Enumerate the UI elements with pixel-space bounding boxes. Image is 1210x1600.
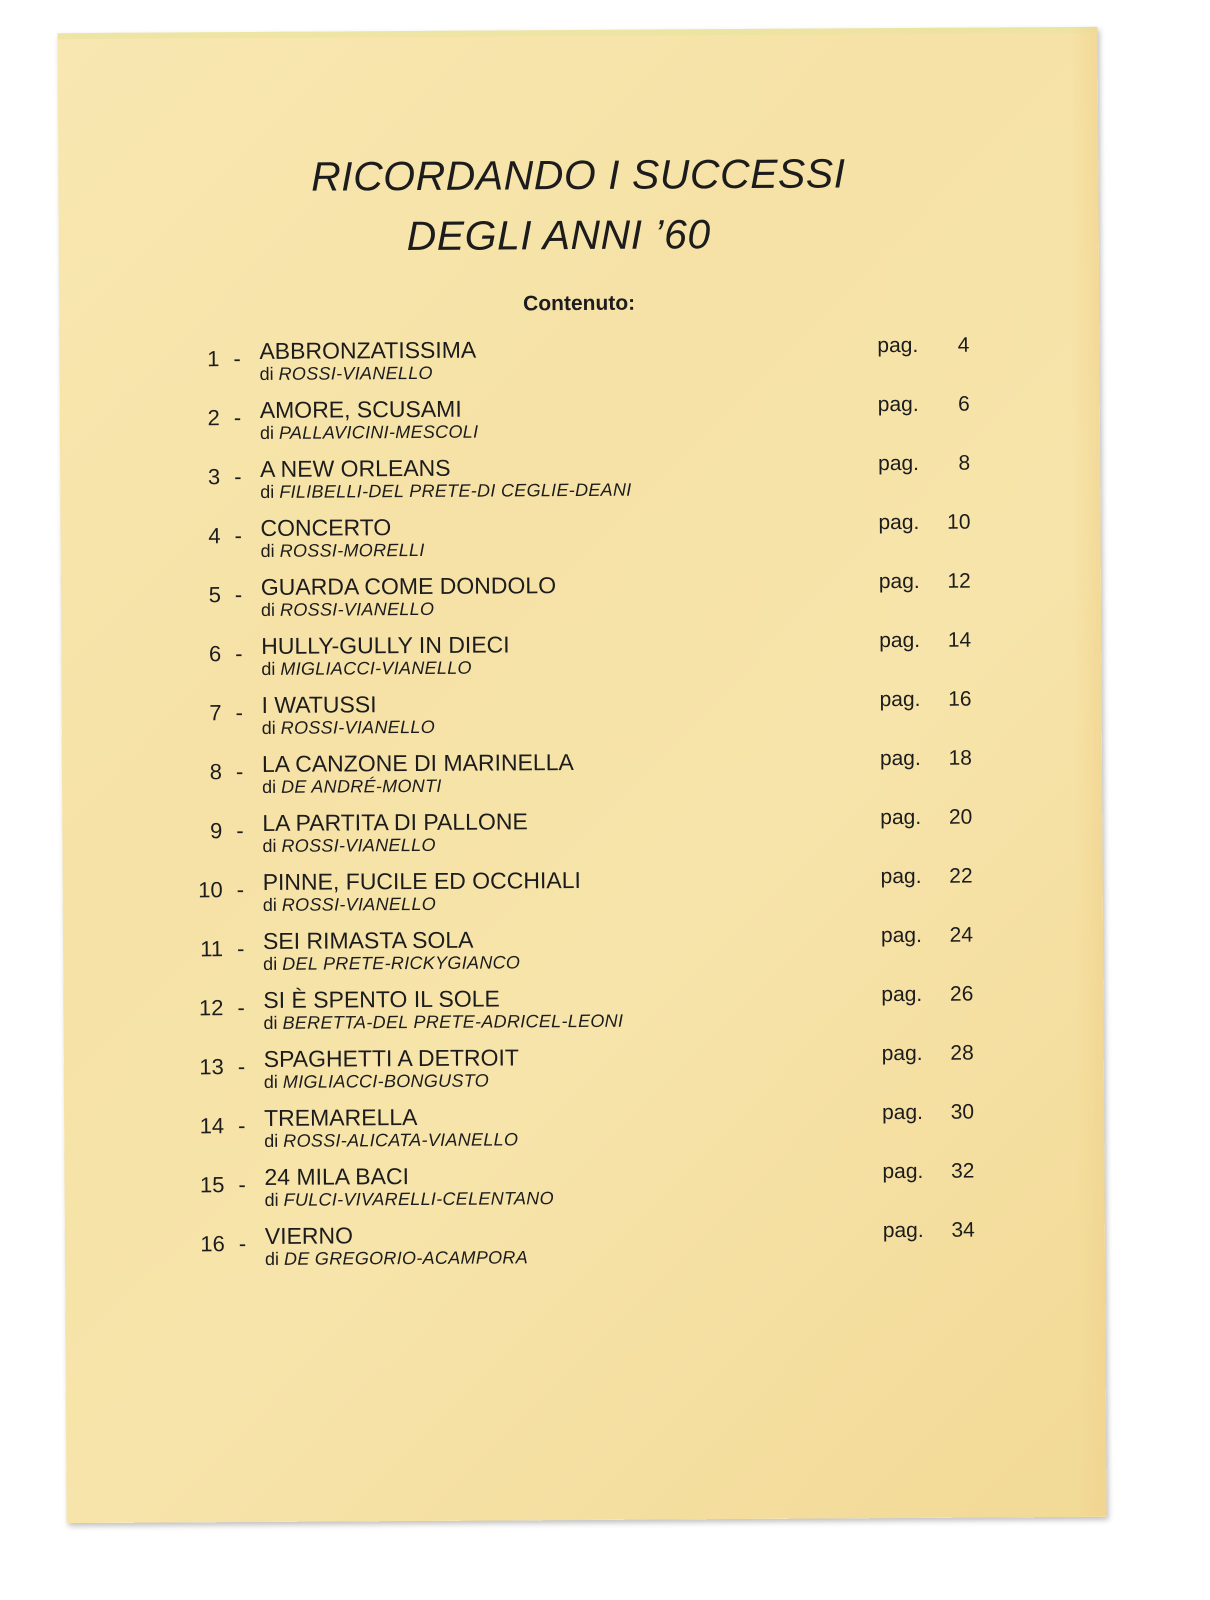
toc-entry [171, 688, 971, 752]
entry-song-title: HULLY-GULLY IN DIECI [261, 631, 510, 659]
entry-song-title: 24 MILA BACI [264, 1163, 409, 1190]
entry-by-prefix: di [261, 658, 276, 679]
entry-author-names: MIGLIACCI-BONGUSTO [282, 1070, 490, 1092]
entry-song-title: CONCERTO [260, 514, 392, 541]
entry-by-prefix: di [260, 540, 275, 561]
entry-by-prefix: di [263, 1012, 278, 1033]
entry-author-names: ROSSI-VIANELLO [281, 834, 436, 856]
entry-page-ref [881, 1041, 974, 1066]
entry-page-number: 32 [950, 1159, 975, 1183]
entry-dash: - [237, 995, 245, 1021]
entry-page-prefix: pag. [878, 569, 920, 594]
entry-number: 7 [209, 700, 222, 726]
entry-authors [260, 480, 631, 503]
toc-entry [173, 865, 973, 929]
entry-number: 12 [198, 995, 224, 1021]
toc-entry [172, 747, 972, 811]
entry-song-title: SEI RIMASTA SOLA [262, 926, 474, 954]
entry-authors [261, 599, 434, 621]
entry-page-number: 20 [948, 805, 973, 829]
entry-dash: - [234, 523, 242, 549]
entry-song-title: SI È SPENTO IL SOLE [263, 985, 500, 1013]
booklet-page [57, 27, 1106, 1523]
entry-author-names: DE ANDRÉ-MONTI [281, 775, 442, 797]
entry-by-prefix: di [264, 1189, 279, 1210]
entry-page-number: 14 [947, 628, 972, 652]
entry-number: 6 [208, 641, 222, 667]
entry-page-number: 30 [950, 1100, 975, 1124]
entry-dash: - [238, 1113, 246, 1139]
entry-by-prefix: di [262, 835, 277, 856]
entry-authors [262, 835, 435, 857]
toc-entry [169, 334, 969, 398]
entry-page-number: 4 [957, 333, 970, 357]
entry-song-title: SPAGHETTI A DETROIT [263, 1044, 519, 1072]
entry-author-names: ROSSI-ALICATA-VIANELLO [283, 1129, 519, 1151]
entry-page-prefix: pag. [881, 982, 923, 1007]
toc-entry [174, 1160, 974, 1224]
entry-dash: - [236, 818, 244, 844]
entry-page-prefix: pag. [879, 628, 921, 653]
entry-page-number: 6 [957, 392, 970, 416]
entry-authors [263, 894, 436, 916]
entry-author-names: DE GREGORIO-ACAMPORA [283, 1247, 529, 1269]
entry-by-prefix: di [264, 1130, 279, 1151]
entry-author-names: ROSSI-VIANELLO [278, 362, 433, 384]
entry-number: 1 [207, 346, 220, 372]
entry-page-ref [882, 1218, 975, 1243]
entry-page-ref [880, 864, 973, 889]
entry-page-prefix: pag. [880, 864, 922, 889]
entry-author-names: BERETTA-DEL PRETE-ADRICEL-LEONI [282, 1010, 624, 1033]
entry-authors [262, 776, 442, 798]
entry-number: 15 [199, 1172, 225, 1198]
entry-authors [260, 422, 479, 444]
entry-page-ref [881, 982, 974, 1007]
entry-page-number: 26 [949, 982, 974, 1006]
contents-heading: Contenuto: [523, 291, 636, 316]
entry-page-prefix: pag. [882, 1218, 924, 1243]
entry-by-prefix: di [262, 894, 277, 915]
entry-author-names: ROSSI-VIANELLO [279, 598, 435, 620]
entry-number: 2 [207, 405, 220, 431]
entry-by-prefix: di [261, 717, 276, 738]
toc-entry [172, 806, 972, 870]
entry-number: 4 [208, 523, 221, 549]
entry-song-title: A NEW ORLEANS [260, 454, 451, 482]
entry-page-number: 10 [947, 510, 971, 534]
entry-dash: - [234, 464, 242, 490]
entry-authors [264, 1129, 518, 1152]
entry-page-ref [882, 1159, 975, 1184]
entry-page-ref [878, 451, 971, 476]
entry-author-names: MIGLIACCI-VIANELLO [280, 657, 472, 679]
entry-dash: - [238, 1172, 246, 1198]
entry-number: 9 [210, 818, 223, 844]
entry-number: 8 [209, 759, 223, 785]
entry-song-title: TREMARELLA [264, 1104, 418, 1131]
entry-dash: - [235, 700, 244, 726]
entry-dash: - [236, 936, 245, 962]
entry-by-prefix: di [262, 776, 277, 797]
entry-page-prefix: pag. [880, 805, 922, 830]
entry-song-title: PINNE, FUCILE ED OCCHIALI [262, 867, 581, 895]
entry-author-names: PALLAVICINI-MESCOLI [278, 421, 479, 443]
entry-page-prefix: pag. [878, 510, 920, 535]
toc-entry [171, 629, 971, 693]
entry-by-prefix: di [259, 363, 274, 384]
entry-dash: - [236, 877, 245, 903]
entry-dash: - [235, 641, 243, 667]
entry-author-names: FILIBELLI-DEL PRETE-DI CEGLIE-DEANI [279, 479, 632, 502]
entry-song-title: GUARDA COME DONDOLO [260, 572, 557, 600]
toc-entry [170, 511, 970, 575]
entry-page-number: 22 [949, 864, 973, 888]
entry-authors [263, 1011, 623, 1034]
entry-page-number: 8 [958, 451, 971, 475]
entry-page-ref [879, 687, 972, 712]
entry-song-title: LA CANZONE DI MARINELLA [261, 749, 574, 777]
entry-authors [261, 540, 425, 562]
entry-author-names: ROSSI-MORELLI [279, 539, 425, 561]
entry-by-prefix: di [263, 953, 278, 974]
entry-by-prefix: di [264, 1248, 280, 1269]
entry-authors [264, 1071, 489, 1093]
entry-page-ref [877, 392, 970, 417]
entry-by-prefix: di [259, 422, 274, 443]
entry-song-title: ABBRONZATISSIMA [259, 336, 477, 364]
entry-page-ref [880, 923, 974, 948]
entry-number: 10 [198, 877, 223, 903]
entry-authors [259, 363, 432, 385]
entry-song-title: I WATUSSI [261, 691, 377, 718]
entry-number: 11 [200, 936, 224, 962]
entry-page-ref [880, 805, 973, 830]
page-title-line-2: DEGLI ANNI ’60 [406, 211, 711, 260]
entry-page-number: 24 [949, 923, 974, 947]
entry-dash: - [237, 1054, 246, 1080]
entry-by-prefix: di [260, 481, 275, 502]
entry-page-ref [879, 746, 972, 771]
toc-entry [174, 1101, 974, 1165]
entry-page-ref [881, 1100, 975, 1125]
page-title-line-1: RICORDANDO I SUCCESSI [310, 150, 846, 200]
entry-page-prefix: pag. [878, 451, 920, 476]
entry-page-prefix: pag. [882, 1159, 924, 1184]
table-of-contents [169, 334, 975, 1283]
entry-page-number: 28 [950, 1041, 974, 1065]
entry-authors [261, 658, 472, 680]
entry-song-title: VIERNO [264, 1222, 354, 1249]
entry-number: 5 [208, 582, 221, 608]
entry-dash: - [238, 1231, 247, 1257]
entry-song-title: AMORE, SCUSAMI [259, 395, 462, 423]
entry-author-names: ROSSI-VIANELLO [281, 893, 437, 915]
entry-dash: - [233, 346, 241, 372]
entry-number: 16 [200, 1231, 225, 1257]
toc-entry [173, 924, 973, 988]
entry-author-names: FULCI-VIVARELLI-CELENTANO [283, 1188, 554, 1210]
entry-page-ref [878, 510, 971, 535]
entry-page-number: 12 [947, 569, 971, 593]
entry-authors [265, 1188, 554, 1211]
entry-page-ref [878, 569, 971, 594]
entry-page-ref [879, 628, 972, 653]
entry-by-prefix: di [263, 1071, 278, 1092]
entry-number: 13 [199, 1054, 224, 1080]
entry-author-names: DEL PRETE-RICKYGIANCO [282, 952, 521, 974]
entry-page-prefix: pag. [880, 923, 922, 948]
toc-entry [175, 1219, 975, 1283]
toc-entry [173, 983, 973, 1047]
entry-page-prefix: pag. [879, 746, 921, 771]
entry-number: 14 [199, 1113, 225, 1139]
entry-dash: - [234, 582, 243, 608]
entry-page-ref [877, 333, 970, 358]
toc-entry [171, 570, 971, 634]
toc-entry [174, 1042, 974, 1106]
entry-number: 3 [207, 464, 221, 490]
entry-dash: - [233, 405, 242, 431]
entry-page-number: 18 [948, 746, 972, 770]
entry-authors [263, 952, 520, 975]
toc-entry [170, 393, 970, 457]
entry-page-prefix: pag. [877, 392, 919, 417]
entry-author-names: ROSSI-VIANELLO [280, 716, 436, 738]
entry-page-prefix: pag. [881, 1100, 924, 1125]
entry-page-prefix: pag. [877, 333, 919, 358]
entry-page-prefix: pag. [881, 1041, 923, 1066]
entry-authors [262, 717, 435, 739]
toc-entry [170, 452, 970, 516]
entry-page-prefix: pag. [879, 687, 921, 712]
entry-song-title: LA PARTITA DI PALLONE [262, 808, 528, 836]
entry-page-number: 34 [951, 1218, 975, 1242]
entry-dash: - [235, 759, 244, 785]
entry-page-number: 16 [948, 687, 972, 711]
entry-by-prefix: di [260, 599, 276, 620]
entry-authors [265, 1247, 528, 1270]
